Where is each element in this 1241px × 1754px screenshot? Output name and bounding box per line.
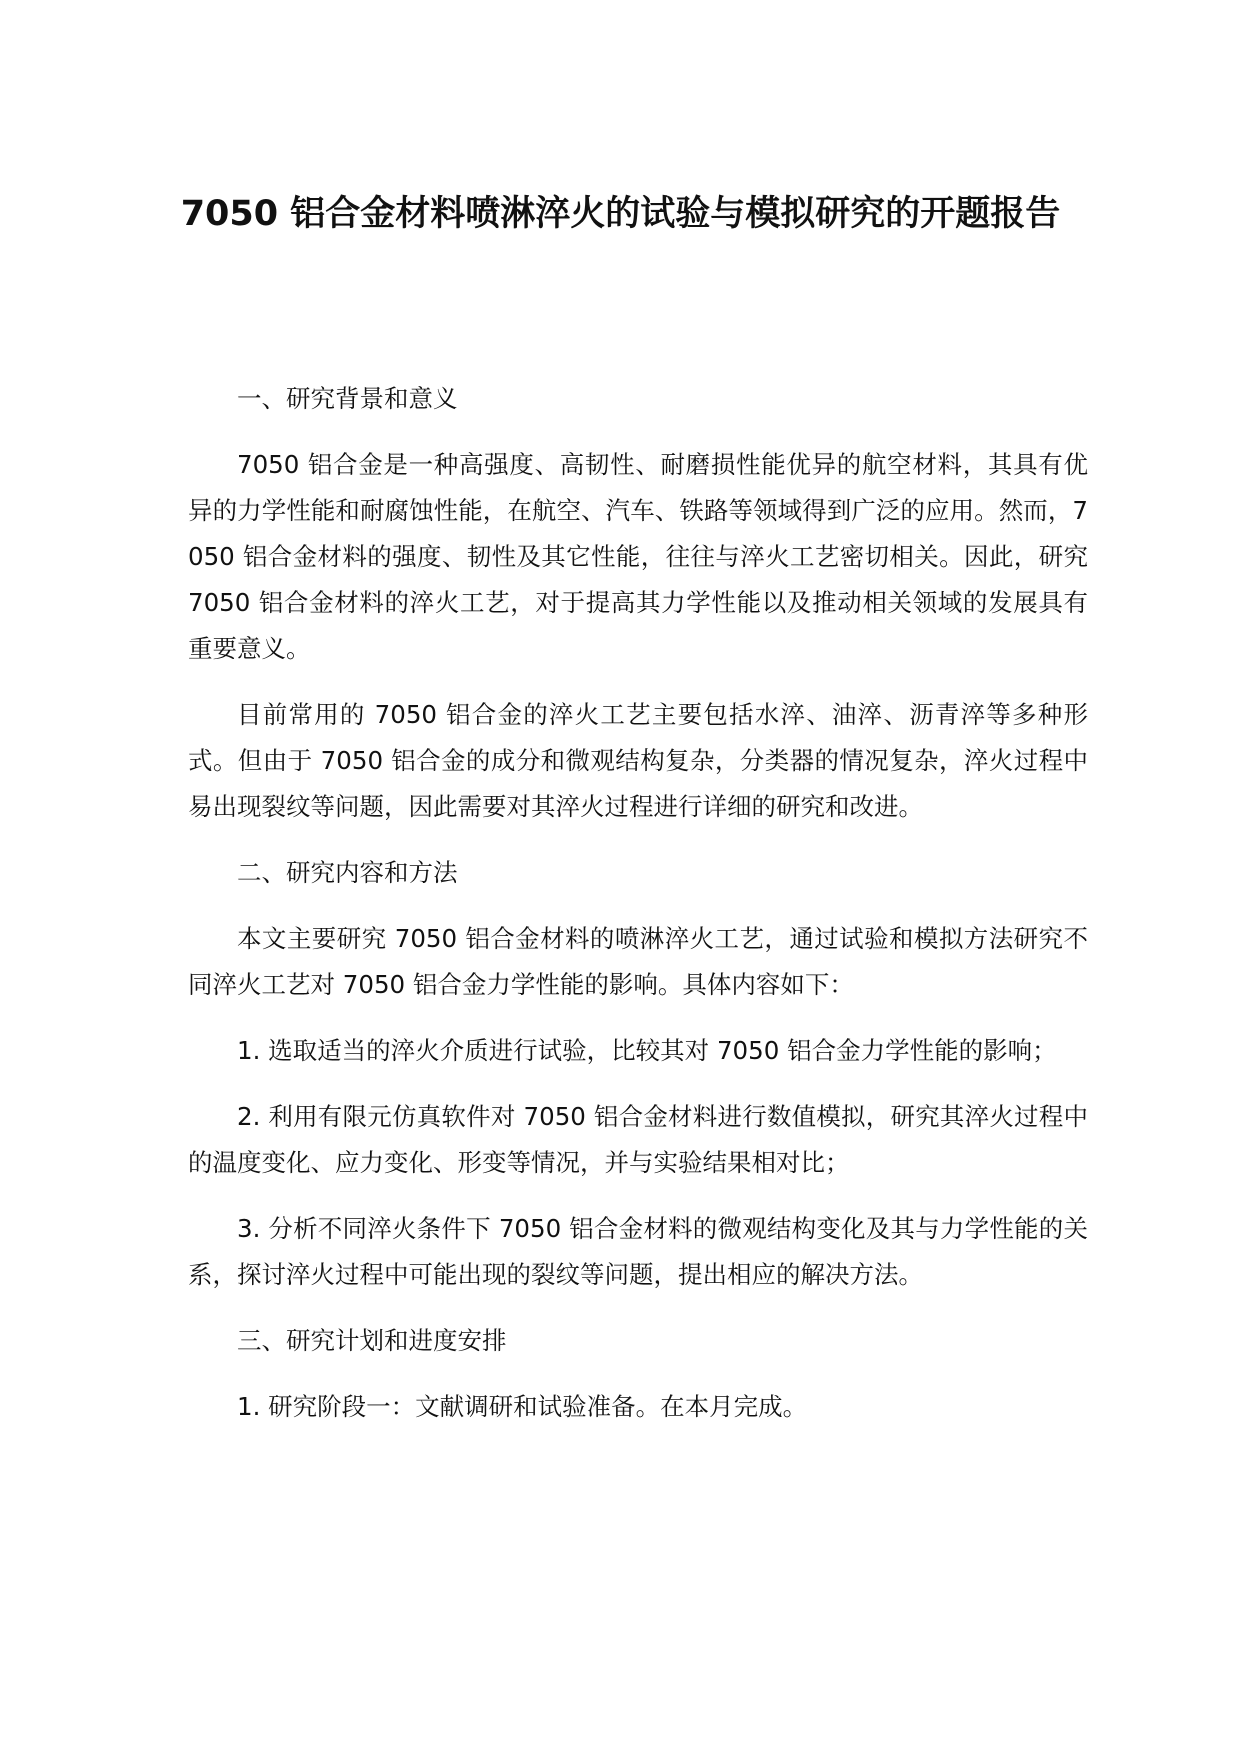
paragraph-background-2: 目前常用的 7050 铝合金的淬火工艺主要包括水淬、油淬、沥青淬等多种形式。但由于 7050 铝合金的成分和微观结构复杂，分类器的情况复杂，淬火过程中易出现裂纹等问题，因此需要对其淬火过程进行详细的研究和改进。 (188, 700, 1088, 821)
list-item-1: 1. 选取适当的淬火介质进行试验，比较其对 7050 铝合金力学性能的影响； (237, 1036, 1057, 1065)
section-heading-content-methods: 二、研究内容和方法 (237, 858, 458, 887)
plan-item-1: 1. 研究阶段一：文献调研和试验准备。在本月完成。 (237, 1392, 808, 1421)
list-item-3: 3. 分析不同淬火条件下 7050 铝合金材料的微观结构变化及其与力学性能的关系，探讨淬火过程中可能出现的裂纹等问题，提出相应的解决方法。 (188, 1214, 1088, 1289)
section-heading-plan-schedule: 三、研究计划和进度安排 (237, 1326, 507, 1355)
paragraph-background-1: 7050 铝合金是一种高强度、高韧性、耐磨损性能优异的航空材料，其具有优异的力学性能和耐腐蚀性能，在航空、汽车、铁路等领域得到广泛的应用。然而，7050 铝合金材料的强度、韧性及其它性能，往往与淬火工艺密切相关。因此，研究 7050 铝合金材料的淬火工艺，对于提高其力学性能以及推动相关领域的发展具有重要意义。 (188, 450, 1088, 663)
list-item-2: 2. 利用有限元仿真软件对 7050 铝合金材料进行数值模拟，研究其淬火过程中的温度变化、应力变化、形变等情况，并与实验结果相对比； (188, 1102, 1088, 1177)
section-heading-background: 一、研究背景和意义 (237, 384, 458, 413)
paragraph-content-intro: 本文主要研究 7050 铝合金材料的喷淋淬火工艺，通过试验和模拟方法研究不同淬火工艺对 7050 铝合金力学性能的影响。具体内容如下： (188, 924, 1088, 999)
document-title: 7050 铝合金材料喷淋淬火的试验与模拟研究的开题报告 (180, 194, 1061, 234)
document-body (188, 376, 1088, 1450)
